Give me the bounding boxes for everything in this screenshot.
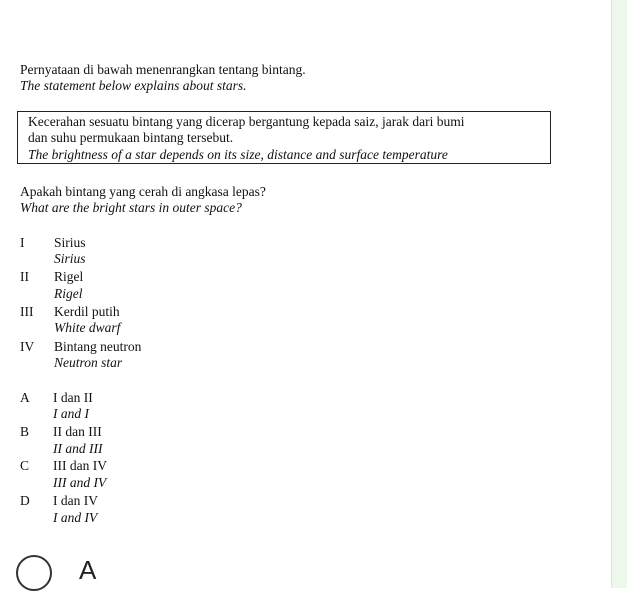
item-number: I: [20, 235, 25, 250]
option-english: I and I: [53, 406, 89, 421]
answer-choice-label[interactable]: A: [79, 555, 97, 585]
statement-english: The brightness of a star depends on its size, distance and surface temperature: [28, 147, 448, 162]
item-malay: Kerdil putih: [54, 304, 120, 319]
option-english: II and III: [53, 441, 103, 456]
stem-english: The statement below explains about stars.: [20, 78, 247, 93]
item-english: Neutron star: [54, 355, 123, 370]
side-panel: [611, 0, 627, 588]
item-number: II: [20, 269, 29, 284]
option-malay: III dan IV: [53, 458, 107, 473]
option-letter: C: [20, 458, 30, 473]
item-english: White dwarf: [54, 320, 121, 335]
statement-malay-line1: Kecerahan sesuatu bintang yang dicerap bergantung kepada saiz, jarak dari bumi: [28, 114, 465, 129]
option-malay: I dan II: [53, 390, 93, 405]
item-malay: Sirius: [54, 235, 86, 250]
statement-box: [17, 111, 551, 164]
item-number: IV: [20, 339, 35, 354]
item-english: Sirius: [54, 251, 86, 266]
option-malay: I dan IV: [53, 493, 98, 508]
item-malay: Rigel: [54, 269, 84, 284]
stem-malay: Pernyataan di bawah menenrangkan tentang bintang.: [20, 62, 306, 77]
item-english: Rigel: [54, 286, 83, 301]
option-english: III and IV: [53, 475, 107, 490]
option-malay: II dan III: [53, 424, 102, 439]
answer-radio-button[interactable]: [16, 555, 52, 591]
question-english: What are the bright stars in outer space?: [20, 200, 242, 215]
statement-malay-line2: dan suhu permukaan bintang tersebut.: [28, 130, 234, 145]
option-english: I and IV: [53, 510, 98, 525]
item-number: III: [20, 304, 34, 319]
option-letter: D: [20, 493, 30, 508]
item-malay: Bintang neutron: [54, 339, 142, 354]
question-malay: Apakah bintang yang cerah di angkasa lepas?: [20, 184, 266, 199]
option-letter: B: [20, 424, 30, 439]
option-letter: A: [20, 390, 30, 405]
